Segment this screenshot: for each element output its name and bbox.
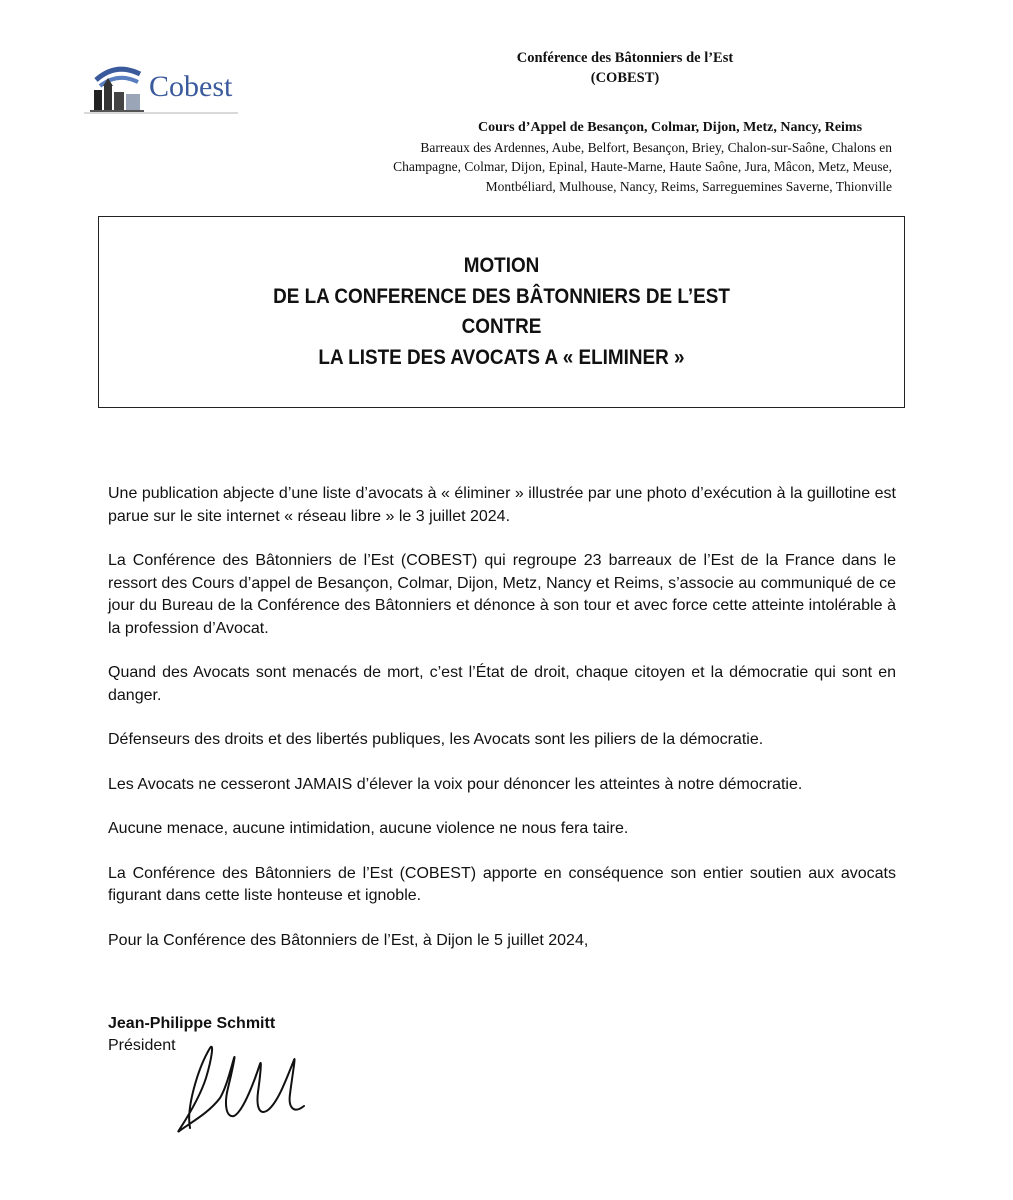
paragraph-2: La Conférence des Bâtonniers de l’Est (COBEST) qui regroupe 23 barreaux de l’Est de la France dans le ressort des Cours d’appel de Besançon, Colmar, Dijon, Metz, Nancy et Reims, s’associe au communiqué de ce jour du Bureau de la Conférence des Bâtonniers et dénonce à son tour et avec force cette atteinte intolérable à la profession d’Avocat. — [108, 552, 896, 637]
motion-line-1: MOTION — [463, 254, 540, 277]
paragraph-6: Aucune menace, aucune intimidation, aucune violence ne nous fera taire. — [108, 820, 629, 837]
motion-body — [108, 483, 896, 974]
bars-line-3: Montbéliard, Mulhouse, Nancy, Reims, Sarreguemines Saverne, Thionville — [485, 178, 892, 194]
cobest-emblem-icon — [84, 56, 154, 116]
bars-line-2: Champagne, Colmar, Dijon, Epinal, Haute-Marne, Haute Saône, Jura, Mâcon, Metz, Meuse, — [393, 159, 892, 174]
paragraph-4: Défenseurs des droits et des libertés publiques, les Avocats sont les piliers de la démocratie. — [108, 731, 764, 748]
motion-line-2: DE LA CONFERENCE DES BÂTONNIERS DE L’EST — [273, 284, 730, 308]
org-header — [380, 48, 870, 88]
org-name: Conférence des Bâtonniers de l’Est — [516, 50, 734, 66]
motion-title-box — [98, 216, 905, 408]
signer-name: Jean-Philippe Schmitt — [108, 1015, 276, 1032]
motion-line-3: CONTRE — [461, 315, 542, 338]
org-acronym: (COBEST) — [590, 70, 660, 86]
signer-title: Président — [108, 1037, 176, 1054]
paragraph-5: Les Avocats ne cesseront JAMAIS d’élever la voix pour dénoncer les atteintes à notre démocratie. — [108, 775, 803, 793]
paragraph-7: La Conférence des Bâtonniers de l’Est (COBEST) apporte en conséquence son entier soutien aux avocats figurant dans cette liste honteuse et ignoble. — [108, 864, 896, 904]
handwritten-signature — [168, 1028, 338, 1138]
paragraph-3: Quand des Avocats sont menacés de mort, c’est l’État de droit, chaque citoyen et la démocratie qui sont en danger. — [108, 664, 896, 704]
courts-header — [320, 118, 920, 196]
motion-line-4: LA LISTE DES AVOCATS A « ELIMINER » — [318, 345, 685, 369]
paragraph-1: Une publication abjecte d’une liste d’avocats à « éliminer » illustrée par une photo d’exécution à la guillotine est parue sur le site internet « réseau libre » le 3 juillet 2024. — [108, 485, 896, 525]
logo-text: Cobest — [149, 70, 233, 103]
paragraph-8: Pour la Conférence des Bâtonniers de l’Est, à Dijon le 5 juillet 2024, — [108, 931, 589, 949]
logo-underline — [84, 112, 238, 114]
courts-title: Cours d’Appel de Besançon, Colmar, Dijon, Metz, Nancy, Reims — [477, 120, 863, 135]
motion-title — [139, 251, 864, 373]
bars-line-1: Barreaux des Ardennes, Aube, Belfort, Besançon, Briey, Chalon-sur-Saône, Chalons en — [420, 139, 892, 155]
